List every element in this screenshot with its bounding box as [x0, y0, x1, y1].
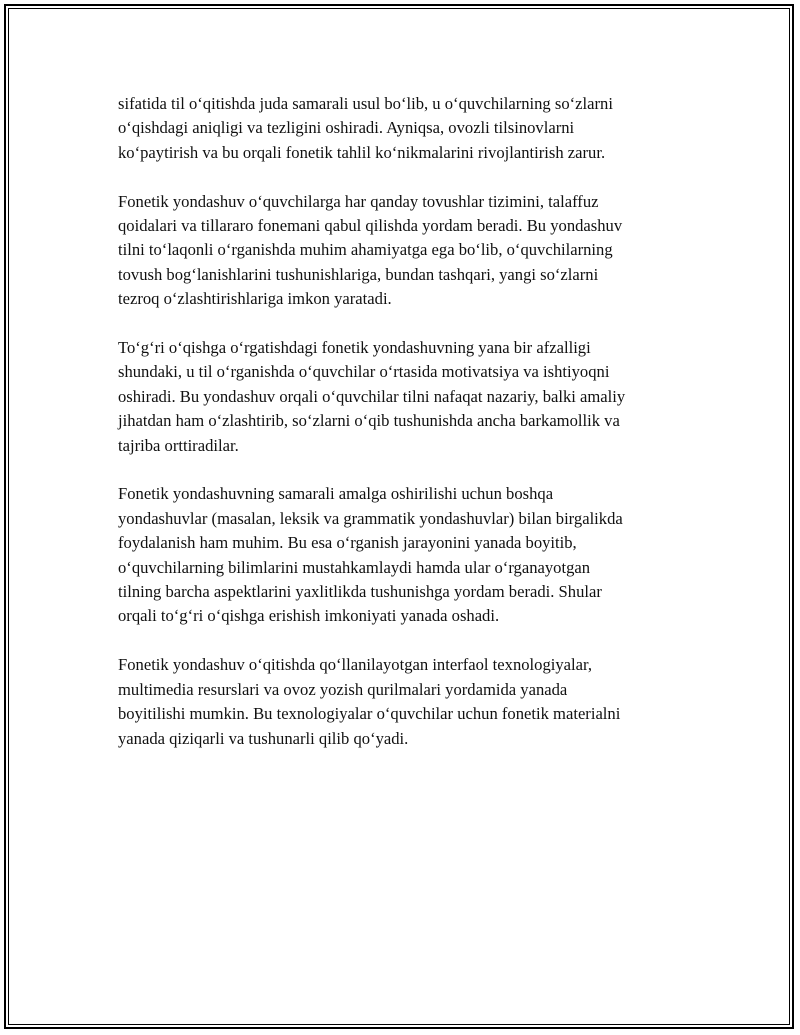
paragraph-1 [118, 92, 688, 165]
text-line: shundaki, u til o‘rganishda o‘quvchilar o‘rtasida motivatsiya va ishtiyoqni [118, 362, 610, 382]
text-line: multimedia resurslari va ovoz yozish qurilmalari yordamida yanada [118, 679, 568, 699]
paragraph-5 [118, 653, 688, 751]
text-line: To‘g‘ri o‘qishga o‘rgatishdagi fonetik yondashuvning yana bir afzalligi [118, 338, 591, 358]
text-line: yondashuvlar (masalan, leksik va grammatik yondashuvlar) bilan birgalikda [118, 508, 623, 528]
text-line: tajriba orttiradilar. [118, 435, 239, 455]
text-line: sifatida til o‘qitishda juda samarali usul bo‘lib, u o‘quvchilarning so‘zlarni [118, 94, 613, 113]
text-line: o‘qishdagi aniqligi va tezligini oshiradi. Ayniqsa, ovozli tilsinovlarni [118, 118, 575, 138]
paragraph-3 [118, 336, 688, 458]
text-line: foydalanish ham muhim. Bu esa o‘rganish jarayonini yanada boyitib, [118, 533, 577, 553]
text-line: qoidalari va tillararo fonemani qabul qilishda yordam beradi. Bu yondashuv [118, 216, 623, 236]
text-line: Fonetik yondashuvning samarali amalga oshirilishi uchun boshqa [118, 484, 554, 504]
text-line: tilning barcha aspektlarini yaxlitlikda tushunishga yordam beradi. Shular [118, 582, 602, 602]
text-line: tezroq o‘zlashtirishlariga imkon yaratadi. [118, 289, 392, 309]
paragraph-2 [118, 190, 688, 312]
text-line: Fonetik yondashuv o‘quvchilarga har qanday tovushlar tizimini, talaffuz [118, 191, 599, 211]
paragraph-4 [118, 482, 688, 628]
text-line: boyitilishi mumkin. Bu texnologiyalar o‘quvchilar uchun fonetik materialni [118, 704, 621, 724]
text-line: jihatdan ham o‘zlashtirib, so‘zlarni o‘qib tushunishda ancha barkamollik va [118, 411, 620, 431]
text-line: tilni to‘laqonli o‘rganishda muhim ahamiyatga ega bo‘lib, o‘quvchilarning [118, 240, 613, 260]
text-line: orqali to‘g‘ri o‘qishga erishish imkoniyati yanada oshadi. [118, 606, 500, 626]
text-line: tovush bog‘lanishlarini tushunishlariga, bundan tashqari, yangi so‘zlarni [118, 264, 599, 284]
document-body [118, 92, 688, 775]
text-line: yanada qiziqarli va tushunarli qilib qo‘yadi. [118, 728, 409, 748]
text-line: ko‘paytirish va bu orqali fonetik tahlil ko‘nikmalarini rivojlantirish zarur. [118, 142, 606, 162]
text-line: Fonetik yondashuv o‘qitishda qo‘llanilayotgan interfaol texnologiyalar, [118, 655, 592, 675]
text-line: o‘quvchilarning bilimlarini mustahkamlaydi hamda ular o‘rganayotgan [118, 557, 591, 577]
text-line: oshiradi. Bu yondashuv orqali o‘quvchilar tilni nafaqat nazariy, balki amaliy [118, 386, 626, 406]
